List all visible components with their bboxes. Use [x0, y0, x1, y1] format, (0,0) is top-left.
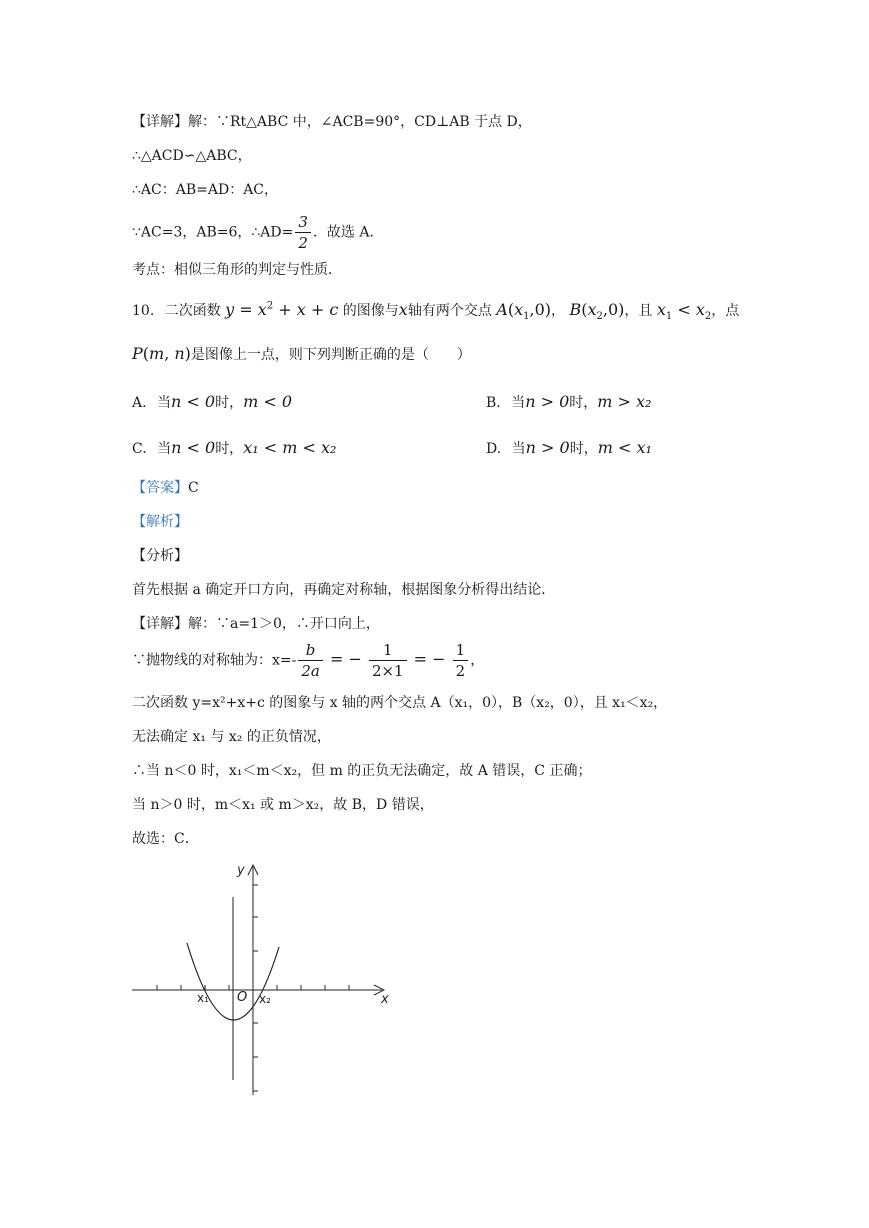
option-c-result: x₁ < m < x₂ [243, 438, 337, 457]
fraction-b-over-2a [298, 640, 323, 681]
option-d-condition: n > 0 [525, 438, 570, 457]
point-p-formula: P(m, n) [132, 344, 191, 363]
option-b-result: m > x₂ [597, 392, 652, 411]
fraction-1-over-2 [453, 640, 469, 681]
question-stem-f: 是图像上一点，则下列判断正确的是（ ） [190, 347, 471, 363]
fraction-denominator: 2×1 [371, 662, 404, 680]
question-stem-b: 的图像与 [342, 303, 399, 319]
fraction-numerator: 1 [369, 640, 407, 661]
question-stem-e: ，点 [711, 303, 740, 319]
option-a-condition: n < 0 [171, 392, 216, 411]
equals-minus-sign: = − [324, 649, 367, 669]
x-axis-label: x [381, 992, 389, 1007]
prev-detail-line-1: 【详解】解：∵Rt△ABC 中，∠ACB=90°，CD⊥AB 于点 D， [132, 114, 532, 130]
question-10-line-2 [132, 344, 471, 365]
option-c-text: 当 [157, 441, 172, 457]
fraction-denominator: 2 [298, 234, 308, 252]
fraction-1-over-2x1 [369, 640, 407, 681]
y-axis-label: y [237, 863, 245, 878]
answer-tag: 【答案】 [132, 480, 188, 496]
y-axis-ticks [253, 885, 258, 1091]
fraction-denominator: 2a [301, 662, 320, 680]
fraction-three-halves [295, 212, 311, 253]
option-d-text-b: 时， [569, 441, 598, 457]
x1-less-x2-formula: $x_1 < x_2$ [656, 300, 712, 323]
detail-line-1: 【详解】解：∵a=1＞0，∴开口向上， [132, 616, 380, 632]
option-a-text-b: 时， [215, 395, 244, 411]
x2-label: x₂ [259, 992, 271, 1006]
question-function-formula: $y = x^2 + x + c$ [225, 300, 339, 319]
option-b-condition: n > 0 [525, 392, 570, 411]
prev-detail-line-3: ∴AC：AB=AD：AC， [132, 182, 279, 198]
fraction-denominator: 2 [455, 662, 466, 680]
option-a-result: m < 0 [243, 392, 293, 411]
option-c[interactable] [132, 438, 336, 459]
question-x-axis-symbol: x [398, 300, 408, 319]
fraction-numerator: 3 [295, 212, 311, 233]
option-d[interactable] [486, 438, 652, 459]
option-b-label: B. [486, 395, 501, 411]
detail-line-5: ∴当 n＜0 时，x₁＜m＜x₂，但 m 的正负无法确定，故 A 错误，C 正确； [132, 763, 592, 779]
prev-detail-line-4-prefix: ∵AC=3，AB=6，∴AD= [132, 224, 294, 241]
parabola-figure [120, 855, 410, 1105]
option-c-label: C. [132, 441, 147, 457]
option-c-text-b: 时， [215, 441, 244, 457]
jiexi-tag: 【解析】 [132, 514, 188, 530]
prev-detail-line-2: ∴△ACD∽△ABC， [132, 148, 252, 164]
question-10-line-1: 10. 二次函数 $y = x^2 + x + c$ 的图像与x轴有两个交点 $A(x_1,0)$， $B(x_2,0)$，且 $x_1 < x_2$，点 [132, 300, 740, 323]
option-b[interactable] [486, 392, 651, 413]
detail-line-6: 当 n＞0 时，m＜x₁ 或 m＞x₂，故 B，D 错误， [132, 797, 434, 813]
option-b-text: 当 [511, 395, 526, 411]
detail-line-4: 无法确定 x₁ 与 x₂ 的正负情况， [132, 729, 331, 745]
option-d-label: D. [486, 441, 502, 457]
equals-minus-sign: = − [408, 649, 451, 669]
option-b-text-b: 时， [569, 395, 598, 411]
fraction-numerator: 1 [453, 640, 469, 661]
fenxi-tag: 【分析】 [132, 548, 188, 564]
prev-detail-line-4 [132, 212, 384, 253]
fraction-numerator: b [298, 640, 323, 661]
fenxi-text: 首先根据 a 确定开口方向，再确定对称轴，根据图象分析得出结论． [132, 582, 556, 598]
kaodian-line: 考点：相似三角形的判定与性质． [132, 262, 342, 278]
origin-label: O [237, 990, 248, 1005]
point-a-formula: $A(x_1,0)$ [496, 300, 552, 323]
question-stem-c: 轴有两个交点 [407, 303, 492, 319]
answer-line [132, 478, 199, 498]
x1-label: x₁ [197, 991, 209, 1005]
option-d-text: 当 [511, 441, 526, 457]
option-a-label: A. [132, 395, 147, 411]
option-a[interactable] [132, 392, 292, 413]
question-stem-a: 二次函数 [164, 303, 221, 319]
answer-value: C [188, 480, 199, 496]
question-stem-d: ，且 [624, 303, 653, 319]
option-c-condition: n < 0 [171, 438, 216, 457]
question-number: 10. [132, 303, 155, 319]
detail-line-2-prefix: ∵抛物线的对称轴为：x=- [132, 652, 297, 669]
detail-line-3: 二次函数 y=x²+x+c 的图象与 x 轴的两个交点 A（x₁，0），B（x₂，0），且 x₁＜x₂， [132, 695, 668, 711]
prev-detail-line-4-suffix: ．故选 A． [312, 224, 384, 241]
option-d-result: m < x₁ [597, 438, 652, 457]
option-a-text: 当 [157, 395, 172, 411]
detail-line-2: ∵抛物线的对称轴为：x=- $\frac{b}{2a}$ = − $\frac{1}{2\times 1}$ = − $\frac{1}{2}$ ， [132, 641, 485, 680]
point-b-formula: $B(x_2,0)$ [569, 300, 625, 323]
detail-line-7: 故选：C． [132, 831, 199, 847]
